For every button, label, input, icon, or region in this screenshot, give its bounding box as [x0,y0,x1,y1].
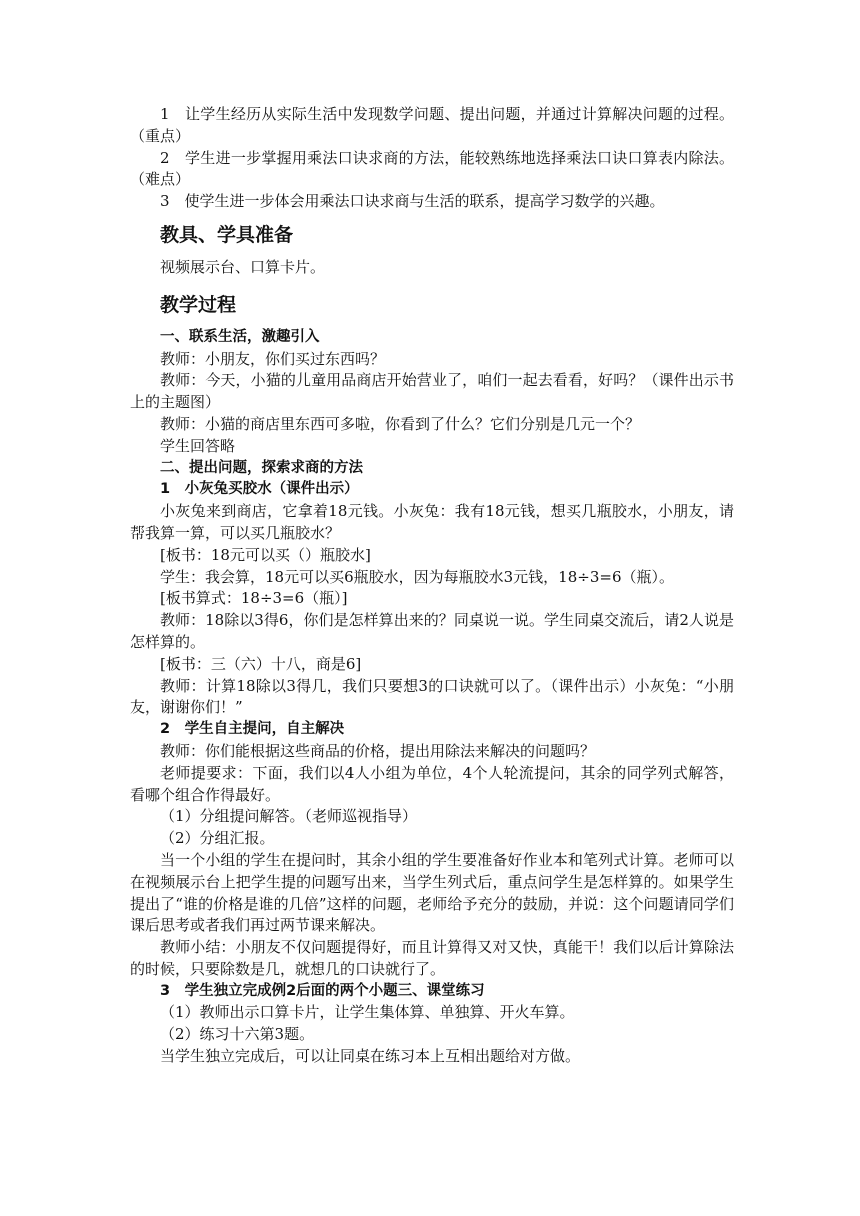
s2-p1: 小灰兔来到商店，它拿着18元钱。小灰兔：我有18元钱，想买几瓶胶水，小朋友，请帮我算一算，可以买几瓶胶水？ [130,502,734,542]
s2-q5: 当一个小组的学生在提问时，其余小组的学生要准备好作业本和笔列式计算。老师可以在视频展示台上把学生提的问题写出来，当学生列式后，重点问学生是怎样算的。如果学生提出了“谁的价格是谁的几倍”这样的问题，老师给予充分的鼓励，并说：这个问题请同学们课后思考或者我们再过两节课来解决。 [130,850,734,935]
s2-p2: [板书：18元可以买（）瓶胶水] [160,545,371,564]
s2-q3: （1）分组提问解答。（老师巡视指导） [160,807,418,826]
s2-p3: 学生：我会算，18元可以买6瓶胶水，因为每瓶胶水3元钱，18÷3=6（瓶）。 [160,567,674,586]
s2-p7: 教师：计算18除以3得几，我们只要想3的口诀就可以了。（课件出示）小灰兔：“小朋友，谢谢你们！” [130,676,734,717]
objective-2: 2 学生进一步掌握用乘法口诀求商的方法，能较熟练地选择乘法口诀口算表内除法。（难点） [130,148,734,189]
section-2-title: 二、提出问题，探索求商的方法 [160,459,363,476]
s2-r3: 当学生独立完成后，可以让同桌在练习本上互相出题给对方做。 [160,1047,581,1066]
s2-p4: [板书算式：18÷3=6（瓶）] [160,589,348,608]
s2-q2: 老师提要求：下面，我们以4人小组为单位，4个人轮流提问，其余的同学列式解答，看哪个组合作得最好。 [130,763,734,804]
section-1-title: 一、联系生活，激趣引入 [160,328,320,345]
document-page [130,104,734,1068]
s1-line-2: 教师：今天，小猫的儿童用品商店开始营业了，咱们一起去看看，好吗？（课件出示书上的主题图） [130,371,734,412]
s1-line-4: 学生回答略 [160,436,236,455]
subsection-1-title: 1 小灰兔买胶水（课件出示） [160,481,359,498]
subsection-2-title: 2 学生自主提问，自主解决 [160,721,345,738]
s2-q4: （2）分组汇报。 [160,829,275,848]
s1-line-3: 教师：小猫的商店里东西可多啦，你看到了什么？它们分别是几元一个？ [160,414,641,433]
s2-q1: 教师：你们能根据这些商品的价格，提出用除法来解决的问题吗？ [160,741,596,760]
objective-1: 1 让学生经历从实际生活中发现数学问题、提出问题，并通过计算解决问题的过程。（重点） [130,105,734,145]
tools-text: 视频展示台、口算卡片。 [160,257,326,276]
s2-q6: 教师小结：小朋友不仅问题提得好，而且计算得又对又快，真能干！我们以后计算除法的时候，只要除数是几，就想几的口诀就行了。 [130,938,734,978]
tools-heading: 教具、学具准备 [160,223,294,246]
process-heading: 教学过程 [160,293,237,316]
s1-line-1: 教师：小朋友，你们买过东西吗？ [160,349,386,368]
s2-r2: （2）练习十六第3题。 [160,1025,315,1044]
subsection-3-title: 3 学生独立完成例2后面的两个小题三、课堂练习 [160,982,485,999]
objective-3: 3 使学生进一步体会用乘法口诀求商与生活的联系，提高学习数学的兴趣。 [160,192,665,211]
s2-r1: （1）教师出示口算卡片，让学生集体算、单独算、开火车算。 [160,1003,575,1022]
s2-p5: 教师：18除以3得6，你们是怎样算出来的？同桌说一说。学生同桌交流后，请2人说是怎样算的。 [130,611,734,651]
s2-p6: [板书：三（六）十八，商是6] [160,654,362,673]
